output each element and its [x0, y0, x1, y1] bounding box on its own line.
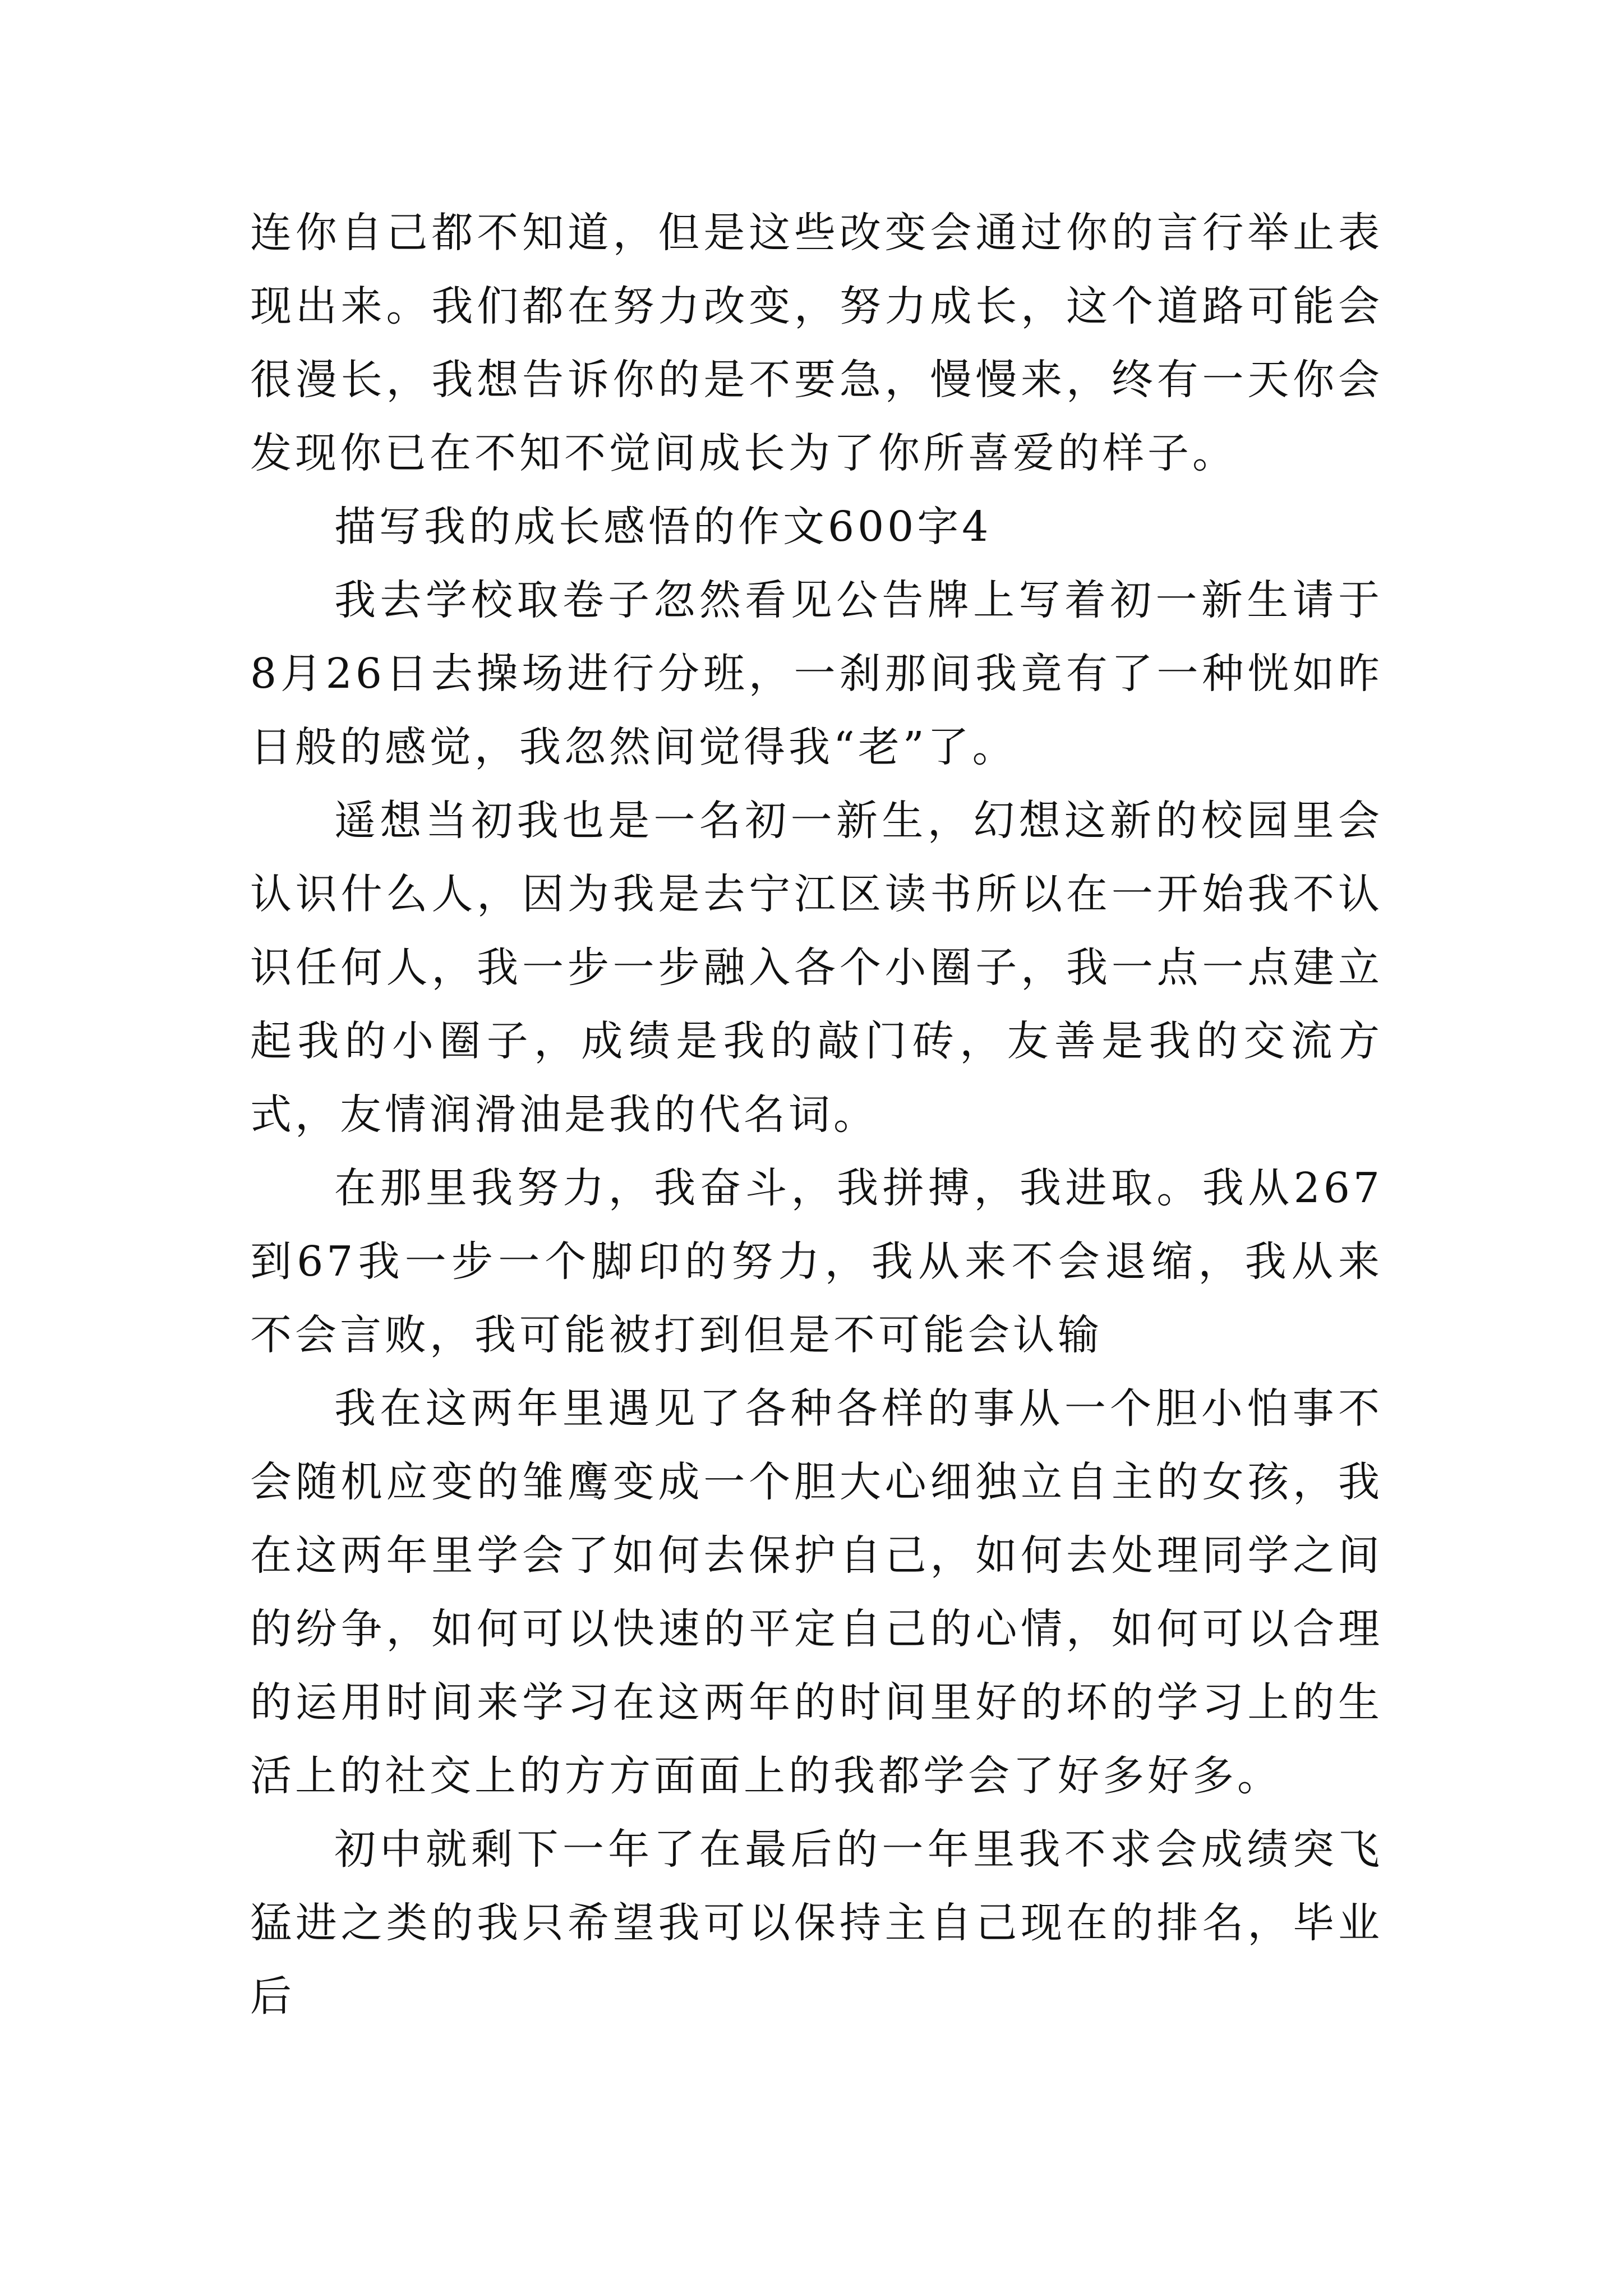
document-body [250, 196, 1383, 2033]
paragraph: 我在这两年里遇见了各种各样的事从一个胆小怕事不会随机应变的雏鹰变成一个胆大心细独立自主的女孩，我在这两年里学会了如何去保护自己，如何去处理同学之间的纷争，如何可以快速的平定自己的心情，如何可以合理的运用时间来学习在这两年的时间里好的坏的学习上的生活上的社交上的方方面面上的我都学会了好多好多。 [250, 1384, 1383, 1800]
paragraph: 遥想当初我也是一名初一新生，幻想这新的校园里会认识什么人，因为我是去宁江区读书所以在一开始我不认识任何人，我一步一步融入各个小圈子，我一点一点建立起我的小圈子，成绩是我的敲门砖，友善是我的交流方式，友情润滑油是我的代名词。 [250, 797, 1383, 1139]
paragraph: 我去学校取卷子忽然看见公告牌上写着初一新生请于8月26日去操场进行分班，一刹那间我竟有了一种恍如昨日般的感觉，我忽然间觉得我“老”了。 [250, 576, 1383, 771]
paragraph: 在那里我努力，我奋斗，我拼搏，我进取。我从267到67我一步一个脚印的努力，我从来不会退缩，我从来不会言败，我可能被打到但是不可能会认输 [250, 1164, 1383, 1359]
paragraph: 初中就剩下一年了在最后的一年里我不求会成绩突飞猛进之类的我只希望我可以保持主自己现在的排名，毕业后 [250, 1825, 1383, 2021]
section-heading: 描写我的成长感悟的作文600字4 [334, 503, 992, 551]
paragraph-continuation: 连你自己都不知道，但是这些改变会通过你的言行举止表现出来。我们都在努力改变，努力成长，这个道路可能会很漫长，我想告诉你的是不要急，慢慢来，终有一天你会发现你已在不知不觉间成长为了你所喜爱的样子。 [250, 209, 1383, 477]
